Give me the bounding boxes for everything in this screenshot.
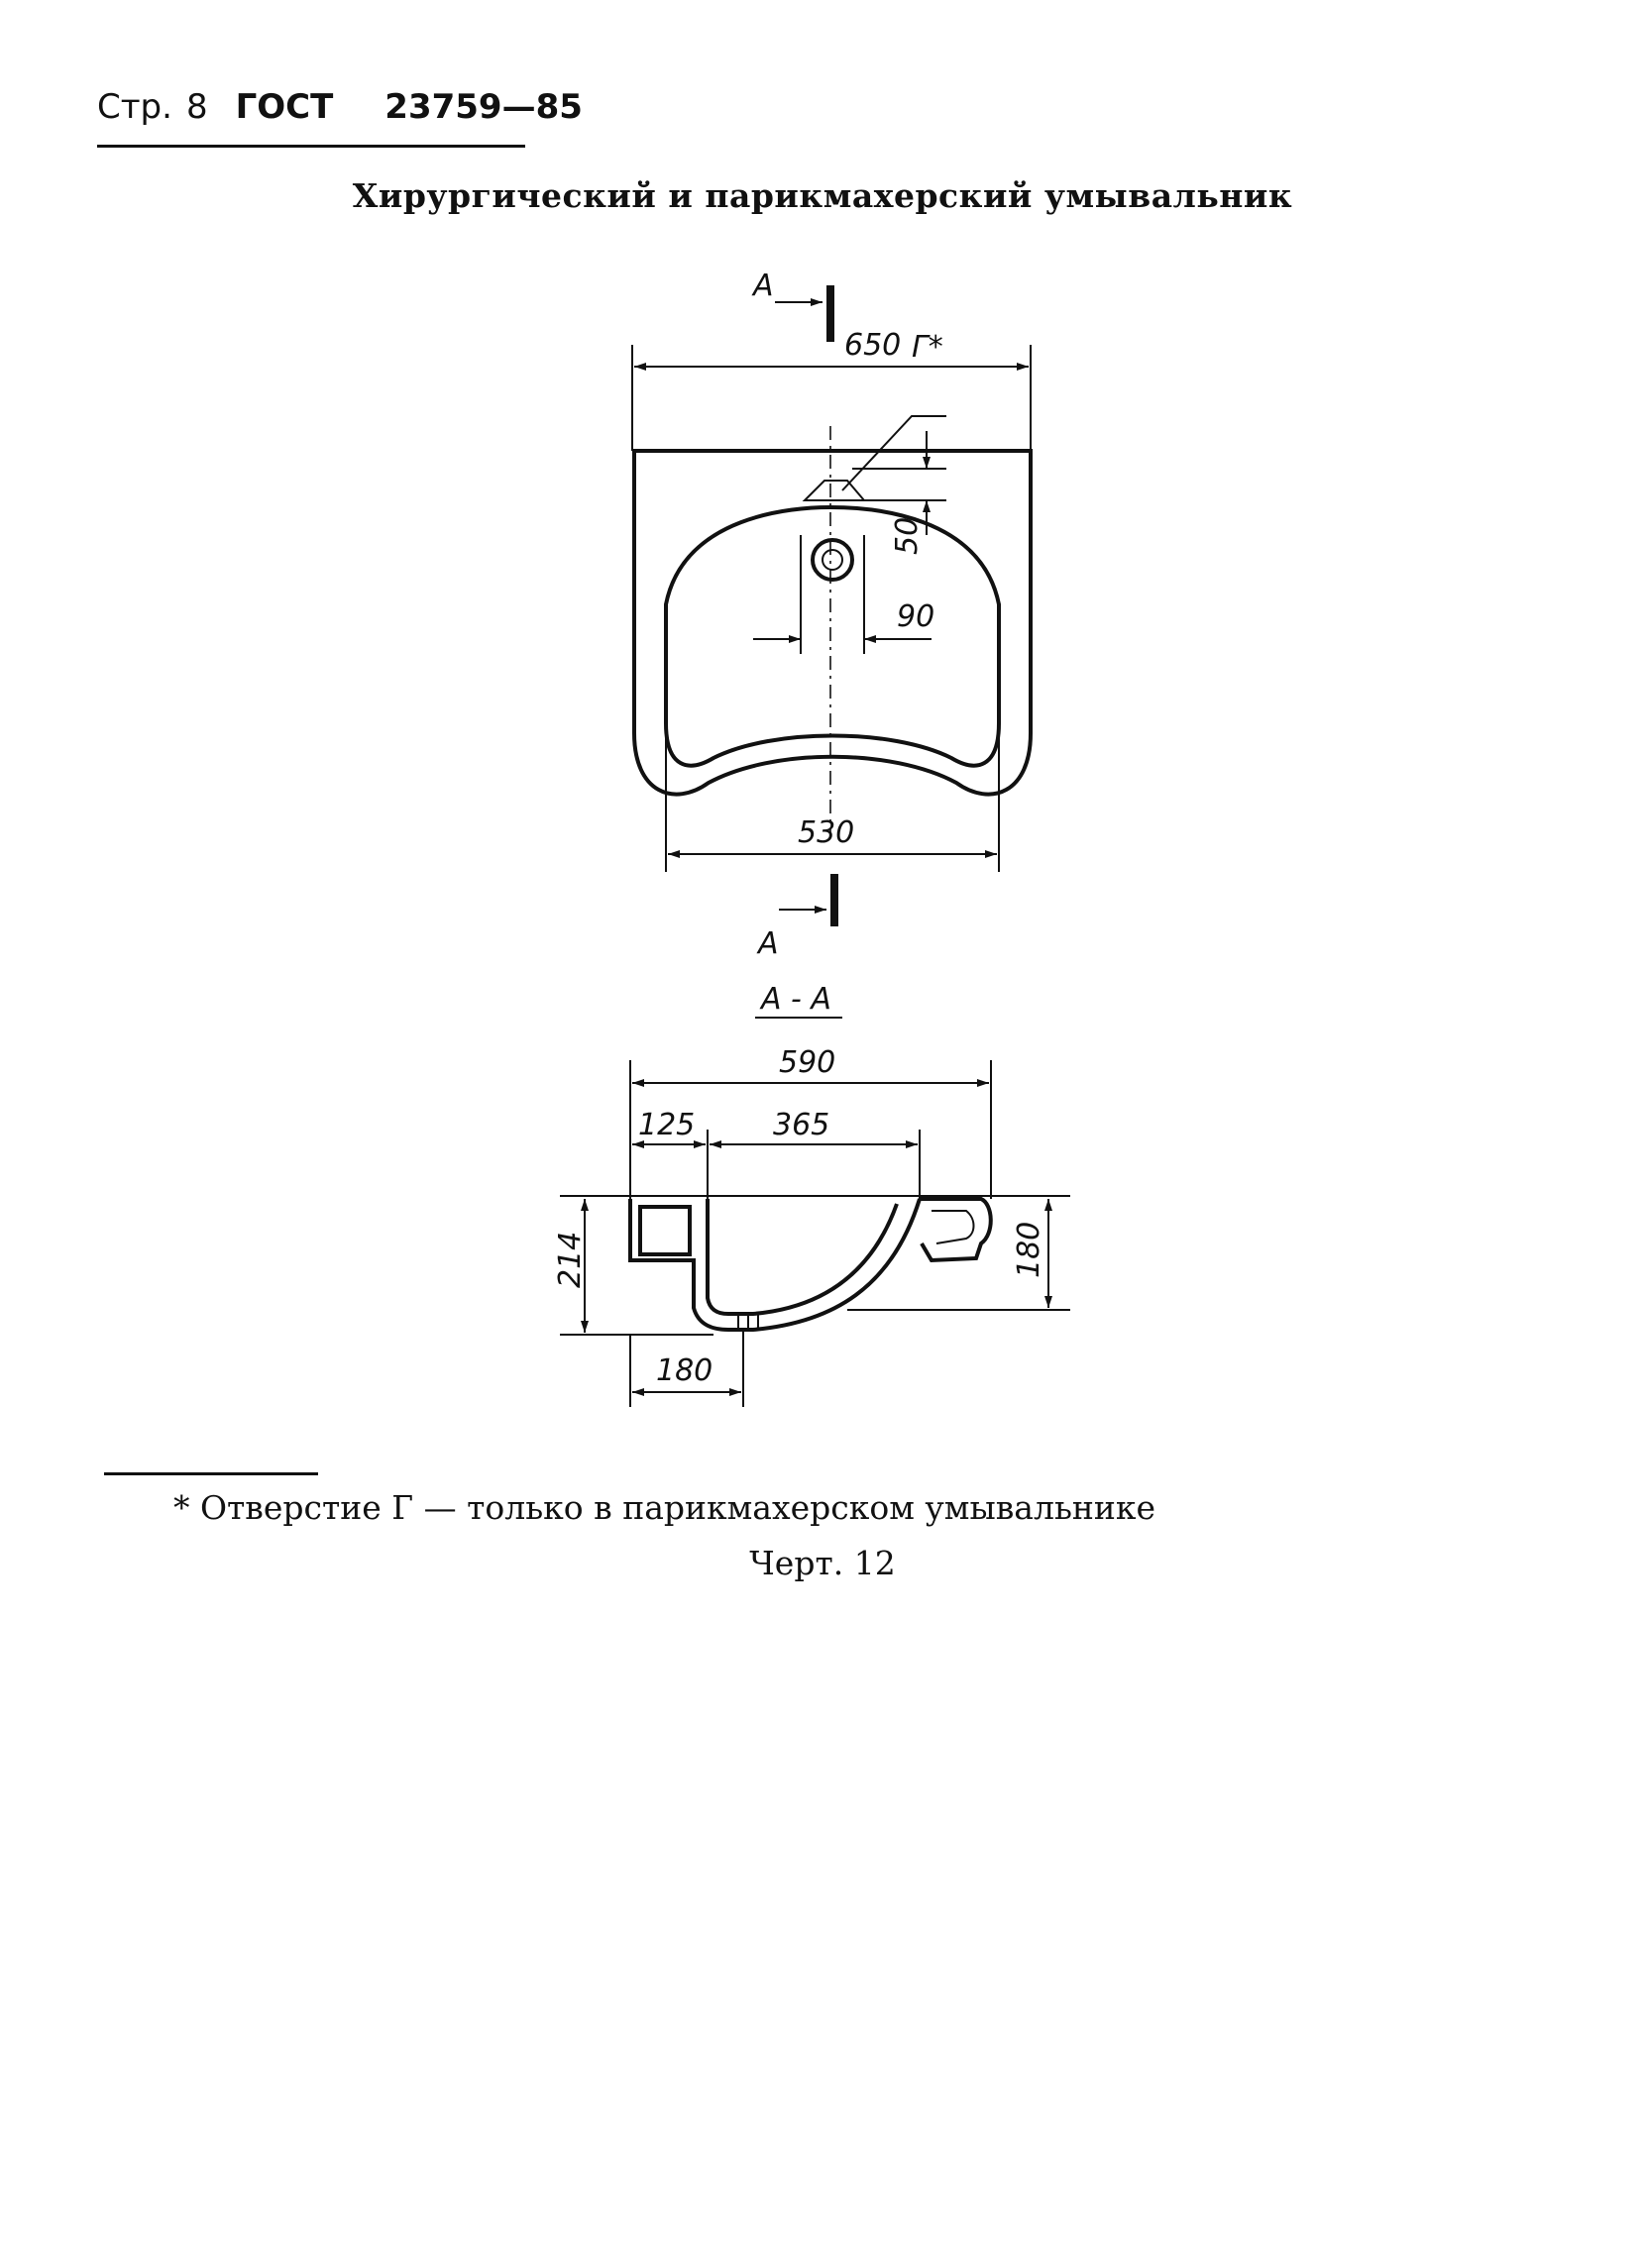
section-letter-top: А [753, 269, 774, 303]
bowl-outline [666, 507, 999, 766]
back-rim-inner [932, 1211, 974, 1243]
dim-650: 650 [844, 328, 902, 363]
rim-cavity [640, 1207, 690, 1254]
dim-90: 90 [897, 599, 935, 634]
dim-590: 590 [779, 1045, 836, 1080]
standard-number: 23759—85 [384, 87, 583, 127]
hole-mark: Г* [912, 330, 943, 365]
page-label: Стр. [97, 87, 172, 127]
section-label: А - А [761, 982, 831, 1017]
basin-outline [634, 451, 1031, 795]
drawing-title: Хирургический и парикмахерский умывальник [352, 176, 1293, 215]
section-letter-bottom: А [758, 926, 779, 961]
dim-50: 50 [890, 516, 925, 555]
plan-view [632, 269, 1031, 961]
drain-outlet-inner [822, 550, 842, 570]
page-number: 8 [185, 87, 208, 127]
dim-214: 214 [553, 1231, 588, 1288]
dim-125: 125 [638, 1108, 696, 1142]
dim-365: 365 [773, 1108, 830, 1142]
footnote: * Отверстие Г — только в парикмахерском умывальнике [173, 1488, 1156, 1527]
footnote-separator [104, 1472, 318, 1475]
basin-section-inner [708, 1199, 897, 1314]
drain-outlet [813, 540, 852, 580]
tap-hole [805, 481, 864, 500]
hole-leader [842, 416, 946, 490]
figure-caption: Черт. 12 [749, 1544, 896, 1582]
dim-530: 530 [798, 815, 855, 850]
dim-180-bottom: 180 [656, 1353, 713, 1388]
dim-180-right: 180 [1012, 1221, 1046, 1278]
back-rim [920, 1199, 991, 1260]
section-view [553, 982, 1070, 1407]
standard-abbrev: ГОСТ [235, 87, 334, 127]
